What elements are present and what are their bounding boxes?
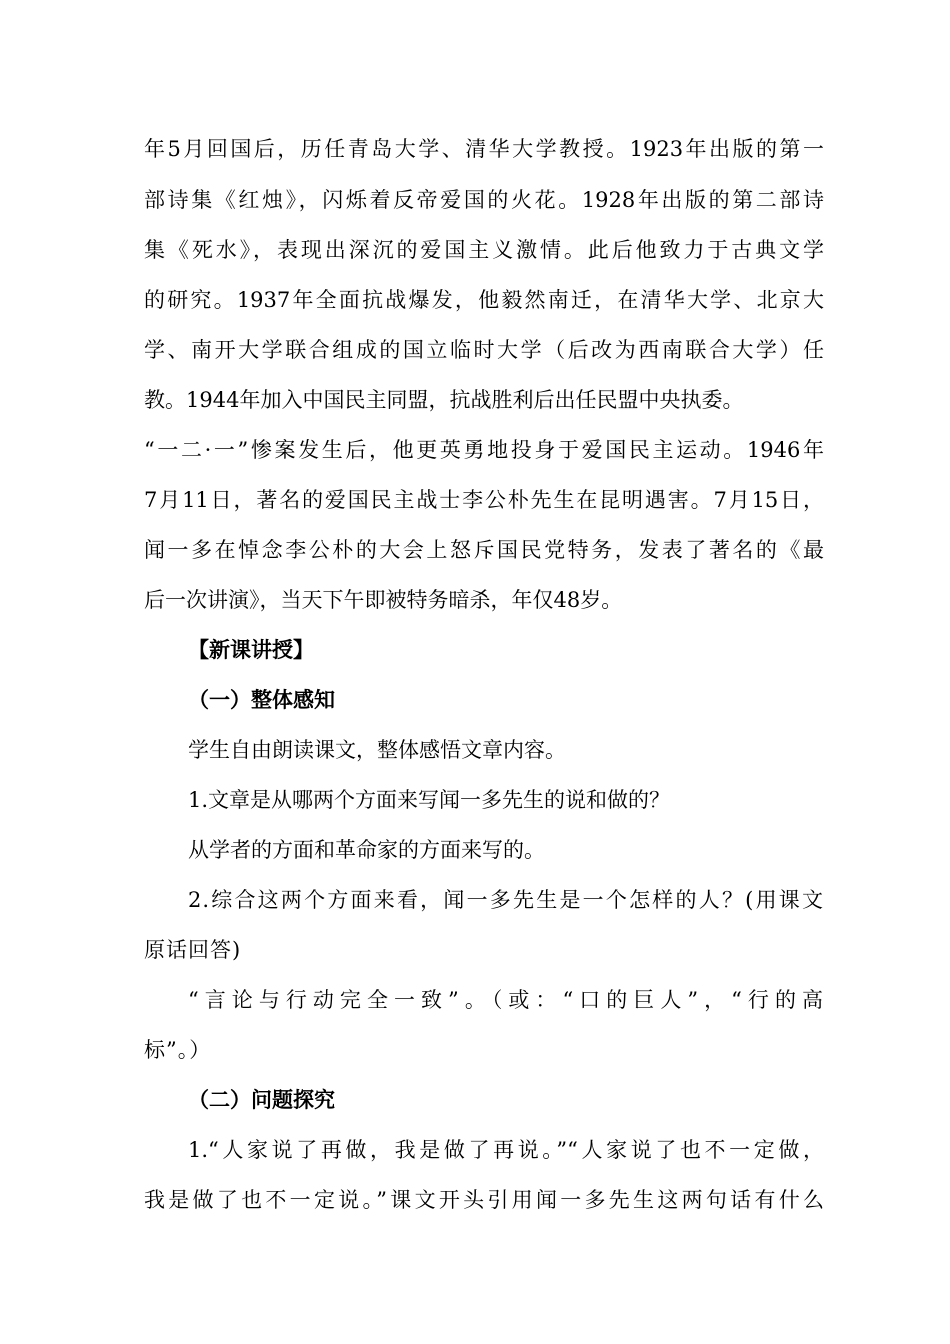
bio-line: 集《死水》，表现出深沉的爱国主义激情。此后他致力于古典文学 [144,238,824,262]
subsection-heading-overall: （一）整体感知 [188,687,335,712]
bio-line: 年5月回国后，历任青岛大学、清华大学教授。1923年出版的第一 [144,137,824,161]
instruction-text: 学生自由朗读课文，整体感悟文章内容。 [188,738,566,762]
question-2: 2.综合这两个方面来看，闻一多先生是一个怎样的人？(用课文 [188,888,824,912]
answer-2-continued: 标”。） [144,1038,212,1062]
inquiry-question-1: 1.“人家说了再做，我是做了再说。”“人家说了也不一定做， [188,1138,824,1162]
bio-line: 闻一多在悼念李公朴的大会上怒斥国民党特务，发表了著名的《最 [144,538,824,562]
bio-line: 部诗集《红烛》，闪烁着反帝爱国的火花。1928年出版的第二部诗 [144,188,824,212]
bio-line: “一二·一”惨案发生后，他更英勇地投身于爱国民主运动。1946年 [144,438,824,462]
bio-line: 7月11日，著名的爱国民主战士李公朴先生在昆明遇害。7月15日， [144,488,824,512]
bio-line: 学、南开大学联合组成的国立临时大学（后改为西南联合大学）任 [144,338,824,362]
section-heading-new-lesson: 【新课讲授】 [188,637,314,662]
bio-line: 教。1944年加入中国民主同盟，抗战胜利后出任民盟中央执委。 [144,388,744,412]
question-2-continued: 原话回答) [144,938,242,962]
subsection-heading-inquiry: （二）问题探究 [188,1087,335,1112]
answer-2: “言论与行动完全一致”。（或：“口的巨人”，“行的高 [188,988,824,1012]
bio-line: 的研究。1937年全面抗战爆发，他毅然南迁，在清华大学、北京大 [144,288,824,312]
inquiry-question-1-continued: 我是做了也不一定说。”课文开头引用闻一多先生这两句话有什么 [144,1188,824,1212]
answer-1: 从学者的方面和革命家的方面来写的。 [188,838,545,862]
question-1: 1.文章是从哪两个方面来写闻一多先生的说和做的？ [188,788,671,812]
bio-line: 后一次讲演》，当天下午即被特务暗杀，年仅48岁。 [144,588,623,612]
